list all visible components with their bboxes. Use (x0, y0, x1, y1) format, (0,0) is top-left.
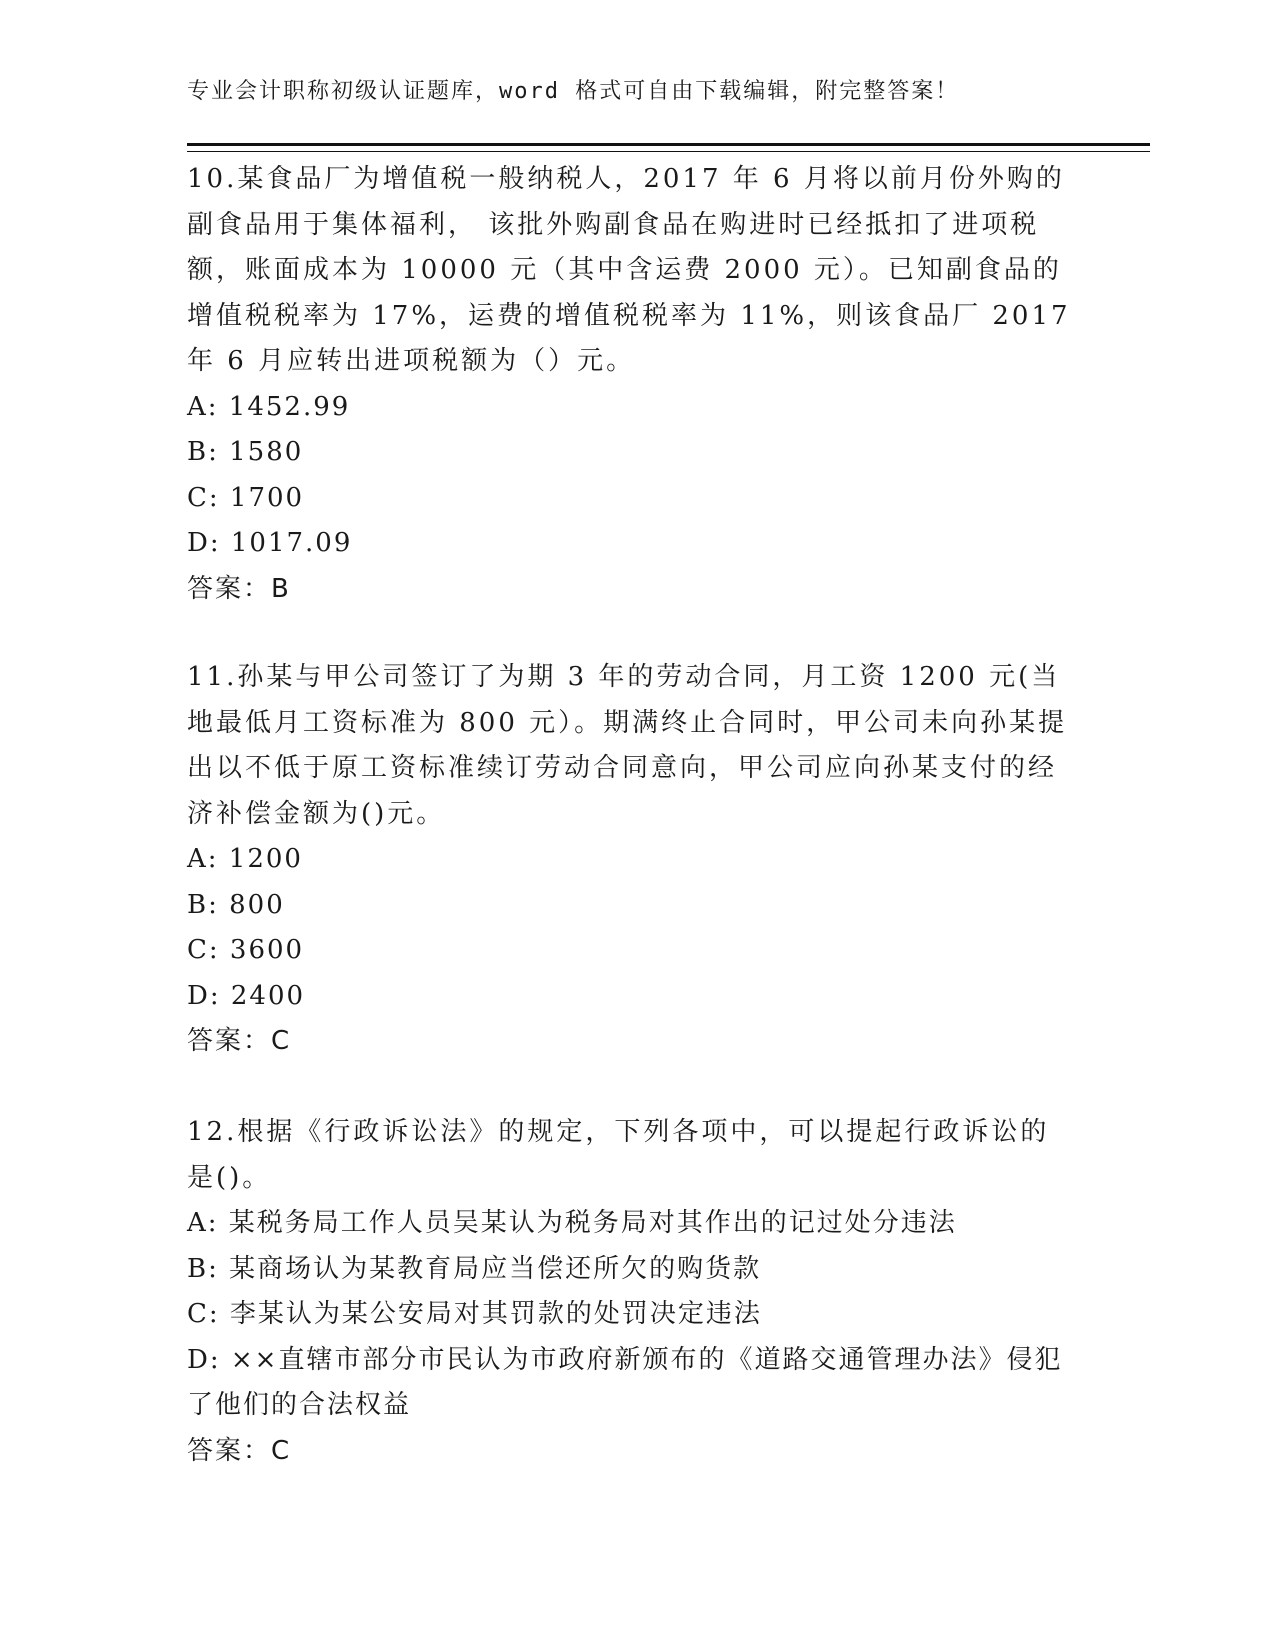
option-b: B: 某商场认为某教育局应当偿还所欠的购货款 (187, 1253, 762, 1284)
option-b: B: 1580 (187, 437, 304, 467)
header-divider-thin (187, 151, 1150, 152)
option-c: C: 李某认为某公安局对其罚款的处罚决定违法 (187, 1299, 762, 1329)
option-d: D: 2400 (187, 980, 306, 1011)
answer: 答案：C (187, 1435, 292, 1466)
question-10 (187, 157, 1077, 612)
option-a: A: 1452.99 (187, 391, 351, 422)
option-d: D: 1017.09 (187, 528, 353, 558)
option-c: C: 1700 (187, 482, 305, 513)
option-d: D: ××直辖市部分市民认为市政府新颁布的《道路交通管理办法》侵犯了他们的合法权益 (187, 1344, 1063, 1420)
option-a: A: 某税务局工作人员吴某认为税务局对其作出的记过处分违法 (187, 1208, 957, 1238)
option-c: C: 3600 (187, 935, 305, 965)
question-stem: 10.某食品厂为增值税一般纳税人，2017 年 6 月将以前月份外购的副食品用于集体福利， 该批外购副食品在购进时已经抵扣了进项税额，账面成本为 10000 元（其中含运费 2000 元）。已知副食品的增值税税率为 17%，运费的增值税税率为 11%，则该食品厂 2017 年 6 月应转出进项税额为（）元。 (187, 164, 1071, 376)
option-b: B: 800 (187, 889, 285, 920)
answer: 答案：B (187, 573, 291, 604)
question-stem: 11.孙某与甲公司签订了为期 3 年的劳动合同，月工资 1200 元(当地最低月工资标准为 800 元）。期满终止合同时，甲公司未向孙某提出以不低于原工资标准续订劳动合同意向，甲公司应向孙某支付的经济补偿金额为()元。 (187, 662, 1068, 829)
header-divider-thick (187, 143, 1150, 146)
answer: 答案：C (187, 1026, 292, 1056)
question-stem: 12.根据《行政诉讼法》的规定，下列各项中，可以提起行政诉讼的是()。 (187, 1117, 1050, 1193)
page-header: 专业会计职称初级认证题库，word 格式可自由下载编辑，附完整答案！ (187, 79, 960, 104)
option-a: A: 1200 (187, 844, 303, 874)
question-12 (187, 1110, 1077, 1474)
question-11 (187, 655, 1077, 1065)
